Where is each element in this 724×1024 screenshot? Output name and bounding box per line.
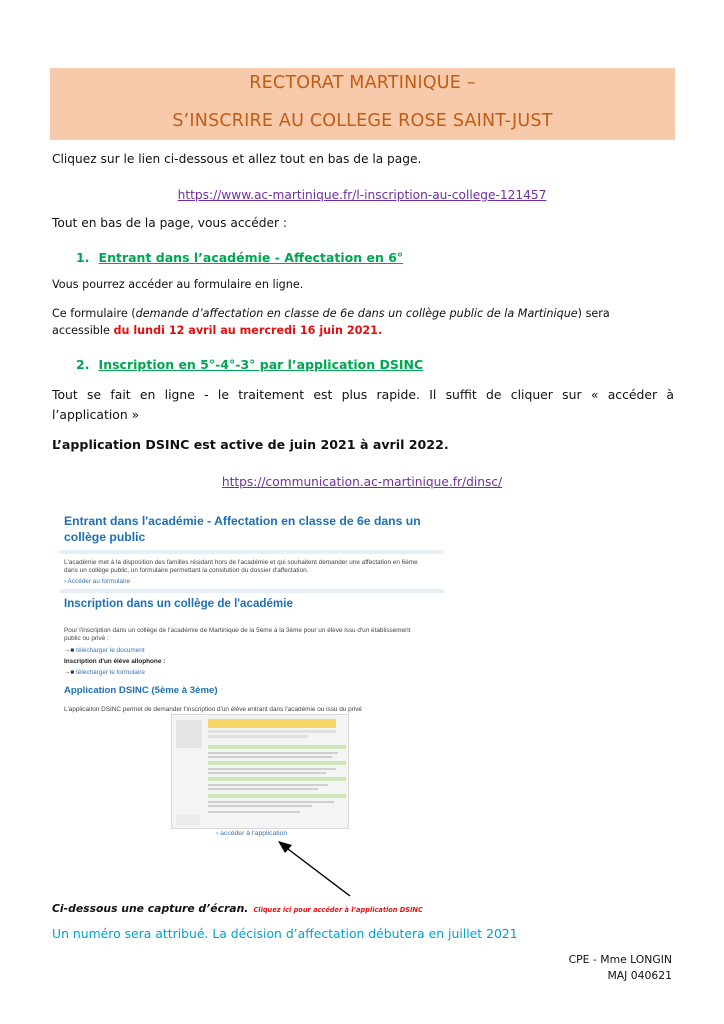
online-text-line-1: Tout se fait en ligne - le traitement est plus rapide. Il suffit de cliquer sur « accéder à bbox=[52, 387, 674, 402]
active-text: L’application DSINC est active de juin 2021 à avril 2022. bbox=[52, 437, 449, 452]
form-description-line-2 bbox=[52, 324, 382, 337]
logo-icon bbox=[176, 720, 202, 748]
access-text: Tout en bas de la page, vous accéder : bbox=[52, 216, 287, 230]
caption bbox=[52, 897, 423, 916]
form-desc-italic: demande d’affectation en classe de 6e dans un collège public de la Martinique bbox=[135, 307, 578, 320]
dinsc-link[interactable]: https://communication.ac-martinique.fr/dinsc/ bbox=[221, 475, 503, 489]
title-banner bbox=[50, 68, 675, 140]
shot-document-link-label: télécharger le document bbox=[76, 647, 145, 654]
shot-form2-link-label: télécharger le formulaire bbox=[76, 669, 145, 676]
title-line-2: S’INSCRIRE AU COLLEGE ROSE SAINT-JUST bbox=[172, 111, 553, 131]
shot-para-2-line-1: Pour l'inscription dans un collège de l'académie de Martinique de la 5ème à la 3ème pour un élève issu d'un établissement bbox=[64, 627, 411, 634]
shot-para-2-line-2: public ou privé : bbox=[64, 635, 109, 642]
shot-form2-link[interactable] bbox=[64, 669, 145, 676]
application-thumbnail[interactable] bbox=[171, 714, 349, 829]
intro-text: Cliquez sur le lien ci-dessous et allez tout en bas de la page. bbox=[52, 152, 422, 166]
signature bbox=[569, 952, 672, 984]
signature-line-2: MAJ 040621 bbox=[607, 969, 672, 982]
shot-heading-1-line-1: Entrant dans l'académie - Affectation en classe de 6e dans un bbox=[64, 514, 421, 528]
caption-main: Ci-dessous une capture d’écran. bbox=[52, 902, 249, 915]
shot-para-1-line-2: dans un collège public, un formulaire permettant la consitution du dossier d'affectation. bbox=[64, 567, 309, 574]
shot-heading-1-line-2: collège public bbox=[64, 530, 146, 544]
shot-para-3: L'applicaiton DSINC permet de demander l'inscription d'un élève entrant dans l'académie ou issu du privé bbox=[64, 706, 362, 713]
embedded-screenshot bbox=[56, 505, 448, 837]
section-2-link[interactable]: Inscription en 5°-4°-3° par l’application DSINC bbox=[98, 357, 424, 372]
signature-line-1: CPE - Mme LONGIN bbox=[568, 953, 672, 966]
section-1-heading bbox=[76, 247, 403, 266]
shot-allophone-label: Inscription d'un élève allophone : bbox=[64, 658, 166, 665]
section-1-link[interactable]: Entrant dans l’académie - Affectation en 6° bbox=[98, 250, 404, 265]
inscription-college-link[interactable]: https://www.ac-martinique.fr/l-inscription-au-college-121457 bbox=[177, 188, 547, 202]
shot-heading-2: Inscription dans un collège de l'académie bbox=[64, 597, 293, 610]
shot-para-1-line-1: L'académie met à la disposition des familles résidant hors de l'académie et qui souhaitent demander une affectation en 6ème bbox=[64, 559, 418, 566]
shot-formulaire-link[interactable]: › Accéder au formulaire bbox=[64, 578, 131, 585]
form-text: Vous pourrez accéder au formulaire en ligne. bbox=[52, 278, 304, 291]
section-2-heading bbox=[76, 354, 423, 373]
form-description-line-1 bbox=[52, 307, 674, 320]
form-desc-prefix: Ce formulaire ( bbox=[52, 307, 136, 320]
form-dates: du lundi 12 avril au mercredi 16 juin 2021. bbox=[113, 324, 383, 337]
arrow-icon: →■ bbox=[64, 647, 77, 654]
form-desc-accessible: accessible bbox=[52, 324, 114, 337]
shot-document-link[interactable] bbox=[64, 647, 145, 654]
form-desc-suffix: ) sera bbox=[577, 307, 610, 320]
online-text-line-2: l’application » bbox=[52, 407, 140, 422]
access-application-link[interactable]: › accéder à l'application bbox=[216, 830, 288, 837]
pointer-arrow-icon bbox=[270, 836, 360, 902]
section-1-number: 1. bbox=[76, 250, 90, 265]
section-2-number: 2. bbox=[76, 357, 90, 372]
caption-red-link[interactable]: Cliquez ici pour accéder à l’application DSINC bbox=[253, 906, 423, 914]
arrow-icon: →■ bbox=[64, 669, 77, 676]
footer-note: Un numéro sera attribué. La décision d’affectation débutera en juillet 2021 bbox=[52, 926, 518, 941]
shot-heading-3: Application DSINC (5ème à 3ème) bbox=[64, 685, 218, 696]
title-line-1: RECTORAT MARTINIQUE – bbox=[249, 73, 476, 93]
